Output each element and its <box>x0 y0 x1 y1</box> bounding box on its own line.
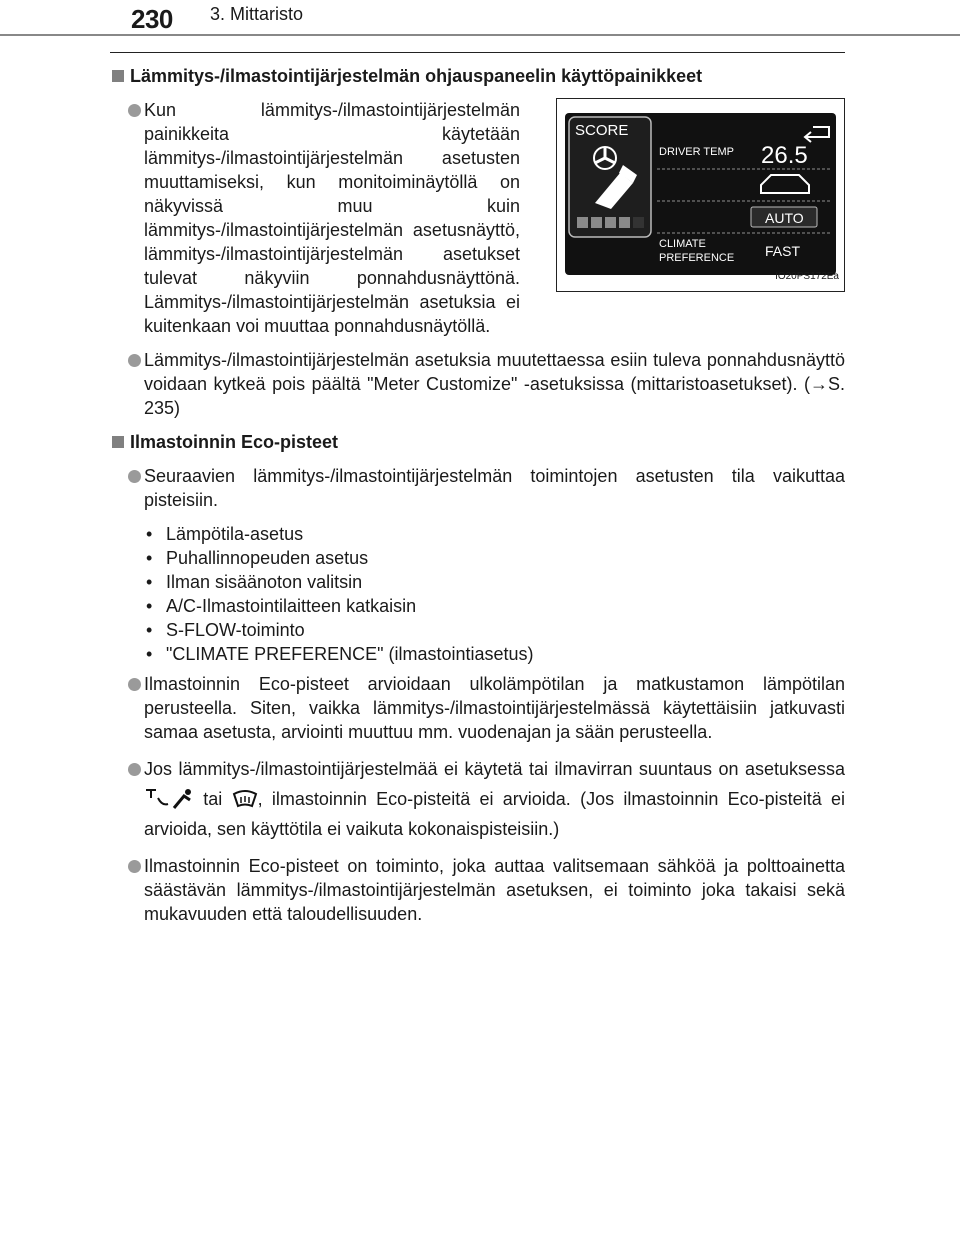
round-bullet-icon <box>128 104 141 117</box>
round-bullet-icon <box>128 763 141 776</box>
page-number: 230 <box>131 4 173 34</box>
windshield-defrost-icon <box>232 788 258 812</box>
back-arrow-icon <box>805 127 829 142</box>
round-bullet-icon <box>128 470 141 483</box>
header-rule <box>0 34 960 36</box>
driver-temp-label: DRIVER TEMP <box>659 146 734 158</box>
bullet-popup-info: Kun lämmitys-/ilmastointijärjestelmän painikkeita käytetään lämmitys-/ilmastointijärjestelmän asetusten muuttamiseksi, kun monitoiminäytöllä on näkyvissä muu kuin lämmitys-/ilmastointijärjestelmän asetusnäyttö, lämmitys-/ilmastointijärjestelmän asetukset tulevat näkyviin ponnahdusnäyttönä. Lämmitys-/ilmastointijärjestelmän asetuksia ei kuitenkaan voi muuttaa ponnahdusnäytöllä. <box>110 98 520 338</box>
climate-display-figure <box>556 98 845 292</box>
score-label: SCORE <box>575 122 629 139</box>
round-bullet-icon <box>128 860 141 873</box>
round-bullet-icon <box>128 354 141 367</box>
intro-row <box>110 98 845 338</box>
climate-label-1: CLIMATE <box>659 238 706 250</box>
airflow-face-feet-icon <box>144 788 194 812</box>
climate-label-2: PREFERENCE <box>659 252 735 264</box>
display-screen <box>565 113 836 275</box>
section-heading-eco: Ilmastoinnin Eco-pisteet <box>110 430 845 454</box>
fast-label: FAST <box>765 243 801 259</box>
section-heading-controls: Lämmitys-/ilmastointijärjestelmän ohjauspaneelin käyttöpainikkeet <box>110 64 845 88</box>
round-bullet-icon <box>128 678 141 691</box>
page-header <box>0 0 960 40</box>
auto-label: AUTO <box>765 210 804 226</box>
chapter-title: 3. Mittaristo <box>210 4 304 24</box>
list-item: • Puhallinnopeuden asetus <box>144 546 845 570</box>
score-segments <box>577 217 644 228</box>
list-item: • Ilman sisäänoton valitsin <box>144 570 845 594</box>
list-item: • A/C-Ilmastointilaitteen katkaisin <box>144 594 845 618</box>
figure-caption: IO20PS172Ea <box>775 271 839 282</box>
list-item: • "CLIMATE PREFERENCE" (ilmastointiasetus) <box>144 642 845 666</box>
bullet-eco-factors: Seuraavien lämmitys-/ilmastointijärjestelmän toimintojen asetusten tila vaikuttaa pisteisiin. <box>110 464 845 512</box>
recirculation-icon <box>761 175 809 193</box>
list-item: • Lämpötila-asetus <box>144 522 845 546</box>
square-bullet-icon <box>112 436 124 448</box>
bullet-eco-purpose: Ilmastoinnin Eco-pisteet on toiminto, joka auttaa valitsemaan sähköä ja polttoainetta säästävän lämmitys-/ilmastointijärjestelmän asetuksen, ei toiminto joka takaisi sekä mukavuuden että taloudellisuuden. <box>110 854 845 926</box>
bullet-popup-toggle: Lämmitys-/ilmastointijärjestelmän asetuksia muutettaessa esiin tuleva ponnahdusnäyttö voidaan kytkeä pois päältä "Meter Customize" -asetuksissa (mittaristoasetukset). (→S. 235) <box>110 348 845 420</box>
square-bullet-icon <box>112 70 124 82</box>
section-rule <box>110 52 845 53</box>
display-graphic <box>565 113 836 275</box>
eco-factor-list <box>110 522 845 666</box>
bullet-eco-not-evaluated: Jos lämmitys-/ilmastointijärjestelmää ei käytetä tai ilmavirran suuntaus on asetuksessa tai , ilmastoinnin Eco-pisteitä ei arvioida. (Jos ilmastoinnin Eco-pisteitä ei arvioida, sen käyttötila ei vaikuta kokonaispisteisiin.) <box>110 754 845 844</box>
bullet-eco-evaluation: Ilmastoinnin Eco-pisteet arvioidaan ulkolämpötilan ja matkustamon lämpötilan perusteella. Siten, vaikka lämmitys-/ilmastointijärjestelmässä käytettäisiin jatkuvasti samaa asetusta, arviointi muuttuu mm. vuodenajan ja sään perusteella. <box>110 672 845 744</box>
temp-value: 26.5 <box>761 142 808 169</box>
list-item: • S-FLOW-toiminto <box>144 618 845 642</box>
page-content <box>110 64 845 936</box>
